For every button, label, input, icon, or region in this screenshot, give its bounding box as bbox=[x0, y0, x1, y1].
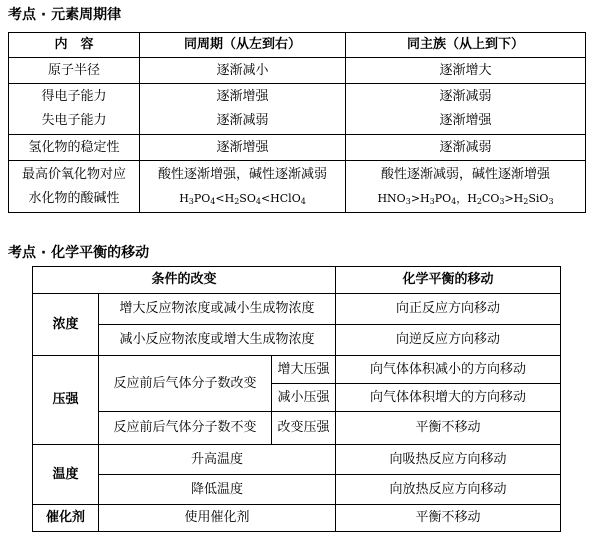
pressure-change: 改变压强 bbox=[272, 412, 336, 445]
shift-cell: 平衡不移动 bbox=[336, 505, 561, 532]
header-shift: 化学平衡的移动 bbox=[336, 267, 561, 294]
label-lose-electron: 失电子能力 bbox=[41, 113, 107, 128]
group-trend-gain: 逐渐减弱 bbox=[439, 89, 492, 104]
condition-cell: 升高温度 bbox=[99, 445, 336, 475]
table-row bbox=[9, 135, 586, 161]
category-pressure: 压强 bbox=[33, 356, 99, 445]
label-oxide-line2: 水化物的酸碱性 bbox=[28, 190, 120, 206]
pressure-decrease: 减小压强 bbox=[272, 384, 336, 412]
table-row bbox=[9, 161, 586, 213]
header-same-period: 同周期（从左到右） bbox=[140, 33, 346, 58]
shift-cell: 平衡不移动 bbox=[336, 412, 561, 445]
table-row bbox=[9, 84, 586, 135]
shift-cell: 向气体体积增大的方向移动 bbox=[336, 384, 561, 412]
group-trend: 逐渐增大 bbox=[346, 58, 586, 84]
period-trend: 逐渐增强 bbox=[140, 135, 346, 161]
section-title-equilibrium: 考点 · 化学平衡的移动 bbox=[8, 245, 150, 261]
group-trend bbox=[346, 161, 586, 213]
equilibrium-table bbox=[32, 266, 561, 532]
label-oxide-line1: 最高价氧化物对应 bbox=[21, 166, 126, 182]
period-trend-lose: 逐渐减弱 bbox=[216, 113, 269, 128]
period-trend bbox=[140, 161, 346, 213]
table-row bbox=[33, 294, 561, 325]
condition-cell: 增大反应物浓度或减小生成物浓度 bbox=[99, 294, 336, 325]
table-row bbox=[33, 505, 561, 532]
group-trend bbox=[346, 84, 586, 135]
header-content: 内 容 bbox=[9, 33, 140, 58]
group-acidity-trend: 酸性逐渐减弱，碱性逐渐增强 bbox=[380, 166, 550, 182]
table-row bbox=[33, 356, 561, 384]
header-same-group: 同主族（从上到下） bbox=[346, 33, 586, 58]
row-label bbox=[9, 161, 140, 213]
pressure-increase: 增大压强 bbox=[272, 356, 336, 384]
shift-cell: 向放热反应方向移动 bbox=[336, 475, 561, 505]
shift-cell: 向逆反应方向移动 bbox=[336, 325, 561, 356]
table-row bbox=[33, 325, 561, 356]
condition-cell: 降低温度 bbox=[99, 475, 336, 505]
condition-cell: 使用催化剂 bbox=[99, 505, 336, 532]
row-label: 氢化物的稳定性 bbox=[9, 135, 140, 161]
table-row bbox=[9, 58, 586, 84]
period-trend-gain: 逐渐增强 bbox=[216, 89, 269, 104]
shift-cell: 向正反应方向移动 bbox=[336, 294, 561, 325]
header-condition: 条件的改变 bbox=[33, 267, 336, 294]
period-trend: 逐渐减小 bbox=[140, 58, 346, 84]
period-trend bbox=[140, 84, 346, 135]
group-trend-lose: 逐渐增强 bbox=[439, 113, 492, 128]
group-acid-formula: $HNO_3>H_3PO_4$，$H_2CO_3>H_2SiO_3$ bbox=[377, 191, 554, 206]
condition-cell: 减小反应物浓度或增大生成物浓度 bbox=[99, 325, 336, 356]
label-gain-electron: 得电子能力 bbox=[41, 89, 107, 104]
row-label bbox=[9, 84, 140, 135]
category-concentration: 浓度 bbox=[33, 294, 99, 356]
shift-cell: 向气体体积减小的方向移动 bbox=[336, 356, 561, 384]
period-acidity-trend: 酸性逐渐增强，碱性逐渐减弱 bbox=[157, 166, 327, 182]
category-temperature: 温度 bbox=[33, 445, 99, 505]
pressure-case-changed: 反应前后气体分子数改变 bbox=[99, 356, 272, 412]
shift-cell: 向吸热反应方向移动 bbox=[336, 445, 561, 475]
section-title-periodic-law: 考点 · 元素周期律 bbox=[8, 7, 122, 23]
periodic-law-table bbox=[8, 32, 586, 213]
group-trend: 逐渐减弱 bbox=[346, 135, 586, 161]
category-catalyst: 催化剂 bbox=[33, 505, 99, 532]
table-row bbox=[33, 475, 561, 505]
table-row bbox=[33, 445, 561, 475]
row-label: 原子半径 bbox=[9, 58, 140, 84]
table-row bbox=[33, 412, 561, 445]
period-acid-formula: $H_3PO_4<H_2SO_4<HClO_4$ bbox=[179, 191, 306, 206]
pressure-case-unchanged: 反应前后气体分子数不变 bbox=[99, 412, 272, 445]
